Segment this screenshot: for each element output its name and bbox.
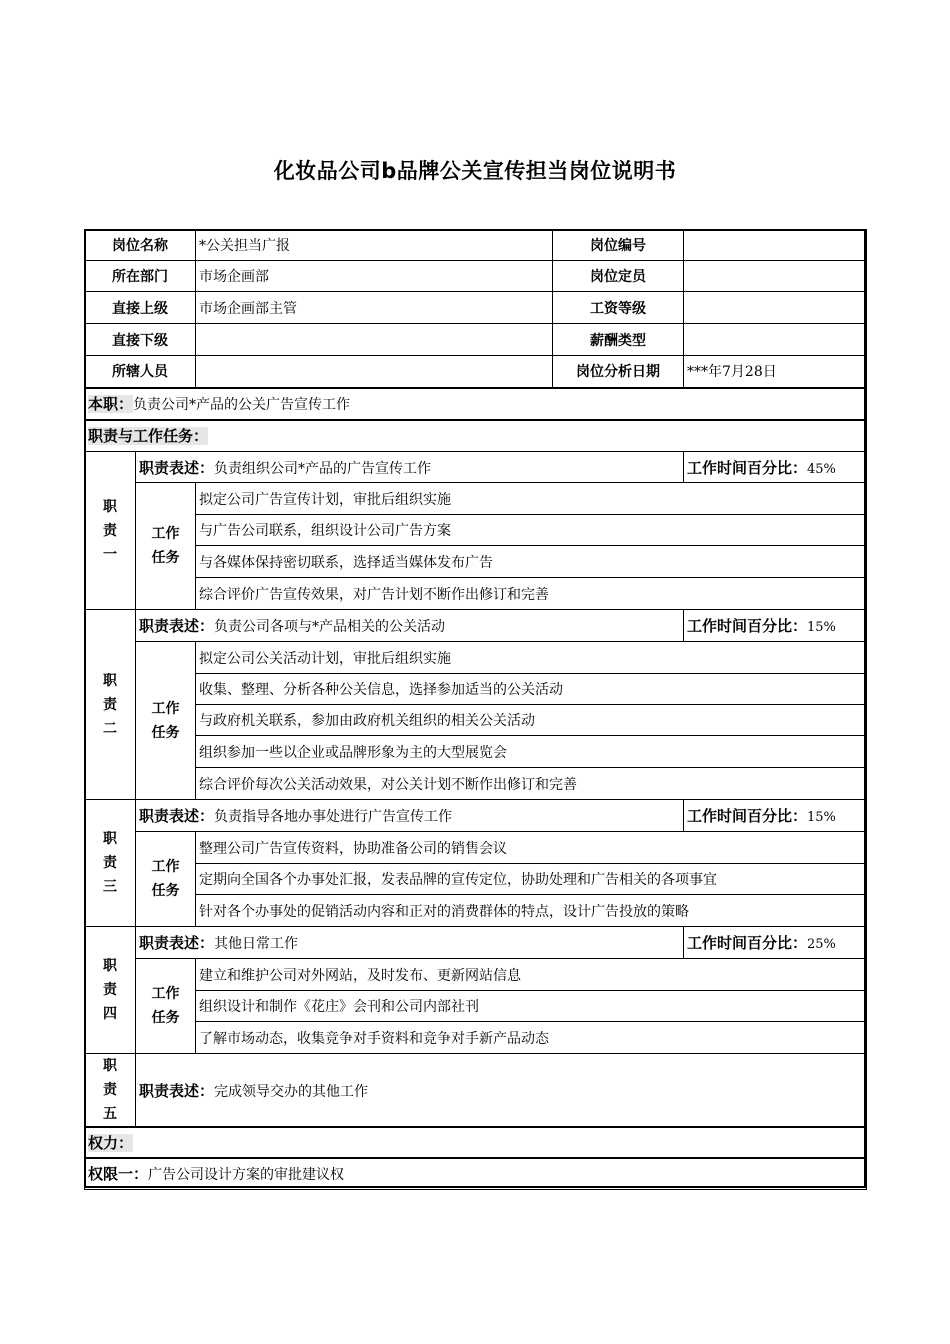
task-row — [85, 642, 867, 674]
duty-value: 负责公司*产品的公关广告宣传工作 — [133, 397, 351, 413]
task-item: 与广告公司联系，组织设计公司广告方案 — [196, 515, 867, 546]
duty-desc-row — [85, 610, 867, 642]
authority-row — [85, 1127, 867, 1158]
task-item: 拟定公司公关活动计划，审批后组织实施 — [196, 642, 867, 674]
duty-desc-row — [85, 1054, 867, 1128]
task-item: 综合评价广告宣传效果，对广告计划不断作出修订和完善 — [196, 578, 867, 610]
desc-label: 职责表述： — [139, 807, 215, 825]
duty-desc-row — [85, 452, 867, 483]
duty-desc: 负责公司各项与*产品相关的公关活动 — [214, 619, 446, 635]
task-label: 工作 任务 — [136, 483, 196, 610]
subordinate-value — [196, 324, 553, 356]
post-name-value: *公关担当广报 — [196, 230, 553, 261]
task-row — [85, 578, 867, 610]
task-row — [85, 991, 867, 1022]
duty-name: 职 责 一 — [85, 452, 136, 610]
duty-desc-row — [85, 800, 867, 832]
task-row — [85, 736, 867, 768]
task-item: 组织设计和制作《花庄》会刊和公司内部社刊 — [196, 991, 867, 1022]
post-no-label: 岗位编号 — [553, 230, 684, 261]
duty-desc: 其他日常工作 — [214, 936, 299, 952]
dept-value: 市场企画部 — [196, 261, 553, 292]
time-label: 工作时间百分比： — [687, 934, 808, 952]
time-value: 15% — [807, 810, 836, 825]
time-value: 15% — [807, 620, 836, 635]
duty-name: 职 责 三 — [85, 800, 136, 927]
post-name-label: 岗位名称 — [85, 230, 196, 261]
time-value: 45% — [807, 461, 836, 477]
pay-type-value — [684, 324, 867, 356]
limit1-label: 权限一： — [88, 1165, 149, 1184]
header-row — [85, 324, 867, 356]
task-row — [85, 515, 867, 546]
desc-label: 职责表述： — [139, 934, 215, 952]
duty-name: 职 责 二 — [85, 610, 136, 800]
task-row — [85, 895, 867, 927]
limit1-value: 广告公司设计方案的审批建议权 — [148, 1167, 345, 1184]
authority-label: 权力： — [88, 1134, 134, 1152]
task-row — [85, 864, 867, 895]
task-label: 工作 任务 — [136, 642, 196, 800]
task-row — [85, 705, 867, 736]
job-description-table — [84, 229, 867, 1190]
task-item: 针对各个办事处的促销活动内容和正对的消费群体的特点，设计广告投放的策略 — [196, 895, 867, 927]
superior-label: 直接上级 — [85, 292, 196, 324]
tasks-header-row — [85, 420, 867, 452]
header-row — [85, 261, 867, 292]
task-item: 了解市场动态，收集竞争对手资料和竞争对手新产品动态 — [196, 1022, 867, 1054]
task-item: 收集、整理、分析各种公关信息，选择参加适当的公关活动 — [196, 674, 867, 705]
duty-row — [85, 388, 867, 420]
time-label: 工作时间百分比： — [687, 807, 808, 825]
task-item: 整理公司广告宣传资料，协助准备公司的销售会议 — [196, 832, 867, 864]
wage-value — [684, 292, 867, 324]
superior-value: 市场企画部主管 — [196, 292, 553, 324]
task-label: 工作 任务 — [136, 959, 196, 1054]
header-row — [85, 230, 867, 261]
time-label: 工作时间百分比： — [687, 617, 808, 635]
duty-desc: 负责组织公司*产品的广告宣传工作 — [214, 460, 432, 477]
desc-label: 职责表述： — [139, 1081, 215, 1100]
document-title: 化妆品公司b品牌公关宣传担当岗位说明书 — [273, 159, 677, 183]
task-row — [85, 483, 867, 515]
task-row — [85, 959, 867, 991]
duty-desc: 完成领导交办的其他工作 — [214, 1083, 369, 1100]
time-label: 工作时间百分比： — [687, 458, 808, 477]
duty-name: 职 责 四 — [85, 927, 136, 1054]
duty-name: 职 责 五 — [85, 1054, 136, 1128]
time-value: 25% — [807, 937, 836, 952]
limit-row — [85, 1158, 867, 1189]
post-no-value — [684, 230, 867, 261]
tasks-header: 职责与工作任务： — [88, 427, 209, 446]
wage-label: 工资等级 — [553, 292, 684, 324]
task-item: 综合评价每次公关活动效果，对公关计划不断作出修订和完善 — [196, 768, 867, 800]
header-row — [85, 356, 867, 388]
date-value: ***年7月28日 — [684, 356, 867, 388]
task-row — [85, 768, 867, 800]
dept-label: 所在部门 — [85, 261, 196, 292]
task-row — [85, 674, 867, 705]
date-label: 岗位分析日期 — [553, 356, 684, 388]
task-row — [85, 832, 867, 864]
duty-label: 本职： — [88, 395, 134, 413]
desc-label: 职责表述： — [139, 458, 215, 477]
desc-label: 职责表述： — [139, 617, 215, 635]
task-item: 定期向全国各个办事处汇报，发表品牌的宣传定位，协助处理和广告相关的各项事宜 — [196, 864, 867, 895]
subordinate-label: 直接下级 — [85, 324, 196, 356]
task-row — [85, 546, 867, 578]
pay-type-label: 薪酬类型 — [553, 324, 684, 356]
task-item: 组织参加一些以企业或品牌形象为主的大型展览会 — [196, 736, 867, 768]
duty-desc-row — [85, 927, 867, 959]
task-item: 与政府机关联系，参加由政府机关组织的相关公关活动 — [196, 705, 867, 736]
staff-label: 所辖人员 — [85, 356, 196, 388]
task-item: 建立和维护公司对外网站，及时发布、更新网站信息 — [196, 959, 867, 991]
quota-label: 岗位定员 — [553, 261, 684, 292]
duty-desc: 负责指导各地办事处进行广告宣传工作 — [214, 809, 453, 825]
task-label: 工作 任务 — [136, 832, 196, 927]
quota-value — [684, 261, 867, 292]
header-row — [85, 292, 867, 324]
task-row — [85, 1022, 867, 1054]
staff-value — [196, 356, 553, 388]
task-item: 与各媒体保持密切联系，选择适当媒体发布广告 — [196, 546, 867, 578]
task-item: 拟定公司广告宣传计划，审批后组织实施 — [196, 483, 867, 515]
